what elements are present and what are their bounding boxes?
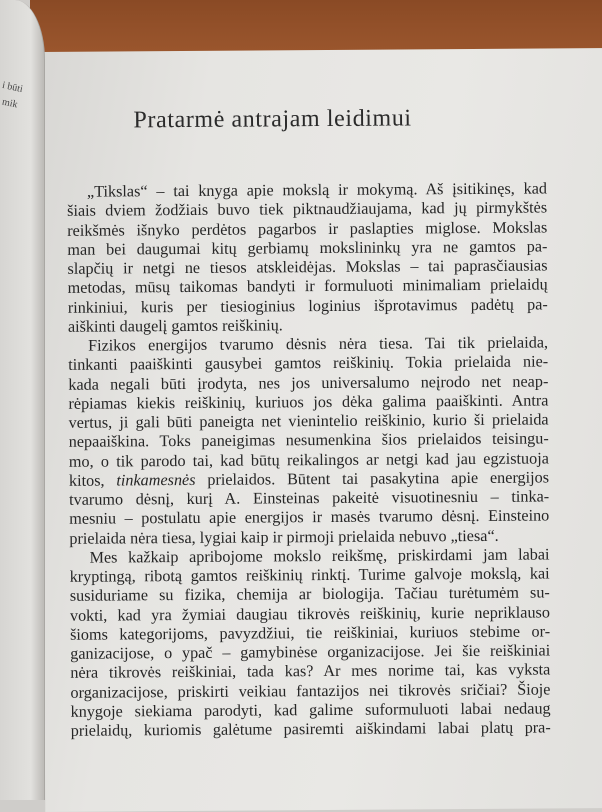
text-line-content: „Tikslas“ – tai knyga apie mokslą ir mokymą. Aš įsitikinęs, kad	[86, 179, 548, 201]
text-line-content: reikšmės išnyko perdėtos pagarbos ir paslapties miglose. Mokslas	[67, 217, 548, 240]
text-line-content: rėpiamas kiekis reiškinių, kuriuos jos dėka galima paaiškinti. Antra	[68, 391, 549, 413]
text-line-content: aiškinti daugelį gamtos reiškinių.	[67, 316, 283, 336]
text-line	[71, 718, 551, 741]
text-line-content: tinkanti paaiškinti gausybei gamtos reiškinių. Tokia prielaida nie-	[68, 352, 549, 375]
text-line-content: prielaidos. Būtent tai pasakytina apie energijos	[195, 468, 550, 489]
body-text	[67, 179, 551, 741]
text-line-content: organizacijose, priskirti veikiau fantazijos nei tikrovės sričiai? Šioje	[70, 679, 551, 702]
text-line-content: kada negali būti įrodyta, nes jos universalumo neįrodo net neap-	[68, 371, 549, 394]
facing-page	[0, 0, 45, 800]
text-line-content: metodas, mūsų taikomas bandyti ir formuluoti minimaliam prielaidų	[67, 275, 548, 298]
italic-emphasis: tinkamesnės	[116, 470, 196, 490]
text-line-content: susiduriame su fizika, chemija ar biologija. Tačiau turėtumėm su-	[69, 583, 550, 606]
text-line-content: Fizikos energijos tvarumo dėsnis nėra tiesa. Tai tik prielaida,	[87, 333, 549, 355]
text-line-content: knygoje siekiama parodyti, kad galime suformuluoti labai nedaug	[70, 699, 551, 721]
text-line-content: kryptingą, ribotą gamtos reiškinių rinktį. Turime galvoje mokslą, kai	[69, 564, 550, 586]
facing-page-fragment: mik	[1, 96, 19, 111]
text-line-content: nepaaiškina. Toks paneigimas nesumenkina šios prielaidos teisingu-	[68, 429, 549, 452]
page-title: Pratarmė antrajam leidimui	[133, 105, 412, 134]
text-line-content: rinkiniui, kuris per tiesioginius loginius išprotavimus padėtų pa-	[67, 294, 548, 317]
text-line-content: kitos,	[68, 471, 117, 490]
text-line-content: prielaidų, kuriomis galėtume pasiremti aiškindami labai platų pra-	[70, 718, 551, 740]
text-line-content: tvarumo dėsnį, kurį A. Einsteinas pakeitė visuotinesniu – tinka-	[69, 487, 550, 509]
text-line-content: prielaida nėra tiesa, lygiai kaip ir pirmoji prielaida nebuvo „tiesa“.	[69, 526, 499, 548]
text-line-content: mo, o tik parodo tai, kad būtų reikalingos ar netgi kad jau egzistuoja	[68, 448, 549, 471]
text-line-content: ganizacijose, o ypač – gamybinėse organizacijose. Jei šie reiškiniai	[70, 641, 551, 663]
facing-page-fragment: i būti	[1, 79, 24, 96]
text-line-content: vokti, kad yra žymiai daugiau tikrovės reiškinių, kurie nepriklauso	[69, 602, 550, 625]
text-line-content: Mes kažkaip apribojome mokslo reikšmę, priskirdami jam labai	[89, 545, 550, 567]
text-line-content: nėra tikrovės reiškiniai, tada kas? Ar mes norime tai, kas vyksta	[70, 660, 551, 683]
text-line-content: man bei daugumai kitų gerbiamų mokslininkų yra ne gamtos pa-	[67, 237, 548, 259]
text-line	[68, 295, 548, 318]
text-line-content: mesniu – postulatu apie energijos ir masės tvarumo dėsnį. Einsteino	[69, 506, 550, 529]
text-line-content: vertus, ji gali būti paneigta net vienintelio reiškinio, kurio ši prielaida	[68, 410, 549, 432]
text-line-content: slapčių ir netgi ne tiesos atskleidėjas. Mokslas – tai paprasčiausias	[67, 256, 548, 278]
book-page	[40, 48, 602, 812]
text-line-content: šiais dviem žodžiais buvo tiek piktnaudžiaujama, kad jų pirmykštės	[67, 198, 548, 221]
text-line-content: šioms kategorijoms, pavyzdžiui, tie reiškiniai, kuriuos stebime or-	[70, 622, 551, 644]
